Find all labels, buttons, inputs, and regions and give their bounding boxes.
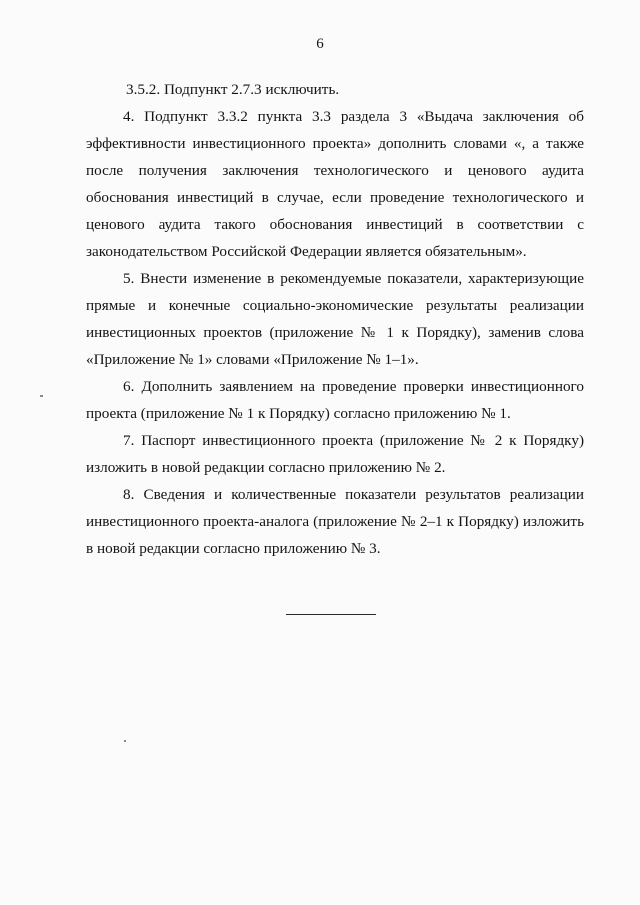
- paragraph-8: 8. Сведения и количественные показатели результатов реализации инвестиционного проекта-аналога (приложение № 2–1 к Порядку) изложить в новой редакции согласно приложению № 3.: [86, 486, 584, 557]
- paragraph-7: 7. Паспорт инвестиционного проекта (приложение № 2 к Порядку) изложить в новой редакции согласно приложению № 2.: [86, 432, 584, 476]
- page-number: 6: [316, 36, 324, 52]
- paragraph-4: 4. Подпункт 3.3.2 пункта 3.3 раздела 3 «Выдача заключения об эффективности инвестиционного проекта» дополнить словами «, а также после получения заключения технологического и ценового аудита обоснования инвестиций в случае, если проведение технологического и ценового аудита такого обоснования инвестиций в соответствии с законодательством Российской Федерации является обязательным».: [86, 108, 584, 260]
- scan-speck: [124, 740, 126, 742]
- paragraph-3-5-2: 3.5.2. Подпункт 2.7.3 исключить.: [126, 81, 340, 98]
- document-body: [86, 76, 584, 562]
- paragraph-6: 6. Дополнить заявлением на проведение проверки инвестиционного проекта (приложение № 1 к Порядку) согласно приложению № 1.: [86, 378, 584, 422]
- scan-speck: [40, 395, 43, 397]
- paragraph-5: 5. Внести изменение в рекомендуемые показатели, характеризующие прямые и конечные социально-экономические результаты реализации инвестиционных проектов (приложение № 1 к Порядку), заменив слова «Приложение № 1» словами «Приложение № 1–1».: [86, 270, 584, 368]
- closing-divider-line: [286, 614, 376, 615]
